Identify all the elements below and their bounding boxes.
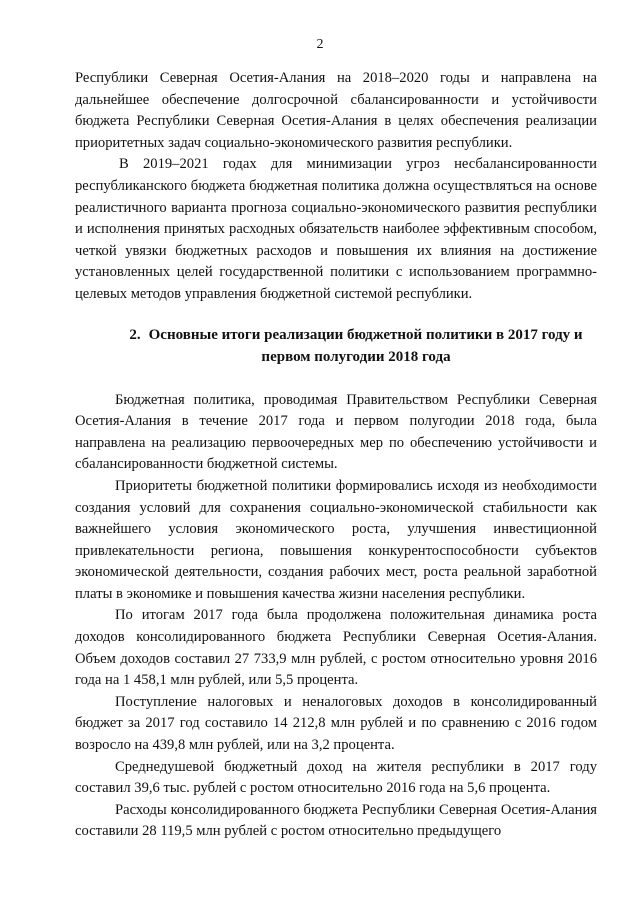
paragraph: Расходы консолидированного бюджета Республики Северная Осетия-Алания составили 28 119,5 млн рублей с ростом относительно предыдущего: [75, 801, 597, 840]
section-title: Основные итоги реализации бюджетной политики в 2017 году и первом полугодии 2018 года: [148, 326, 583, 365]
paragraph: Среднедушевой бюджетный доход на жителя республики в 2017 году составил 39,6 тыс. рублей с ростом относительно 2016 года на 5,6 процента.: [75, 758, 597, 797]
section-heading: [75, 324, 597, 368]
page-number: 2: [316, 37, 324, 52]
paragraph: Поступление налоговых и неналоговых доходов в консолидированный бюджет за 2017 год составило 14 212,8 млн рублей и по сравнению с 2016 годом возросло на 439,8 млн рублей, или на 3,2 процента.: [75, 693, 597, 754]
document-body: [75, 68, 597, 843]
paragraph: Бюджетная политика, проводимая Правительством Республики Северная Осетия-Алания в течение 2017 года и первом полугодии 2018 года, была направлена на реализацию первоочередных мер по обеспечению устойчивости и сбалансированности бюджетной системы.: [75, 391, 597, 473]
section-number: 2.: [129, 326, 141, 343]
paragraph: В 2019–2021 годах для минимизации угроз несбалансированности республиканского бюджета бюджетная политика должна осуществляться на основе реалистичного варианта прогноза социально-экономического развития республики и исполнения принятых расходных обязательств наиболее эффективным способом, четкой увязки бюджетных расходов и повышения их влияния на достижение установленных целей государственной политики с использованием программно-целевых методов управления бюджетной системой республики.: [75, 156, 597, 302]
paragraph: Республики Северная Осетия-Алания на 2018–2020 годы и направлена на дальнейшее обеспечение долгосрочной сбалансированности и устойчивости бюджета Республики Северная Осетия-Алания в целях обеспечения реализации приоритетных задач социально-экономического развития республики.: [75, 70, 597, 151]
paragraph: Приоритеты бюджетной политики формировались исходя из необходимости создания условий для сохранения социально-экономической стабильности как важнейшего условия экономического роста, улучшения инвестиционной привлекательности региона, повышения конкурентоспособности субъектов экономической деятельности, создания рабочих мест, роста реальной заработной платы в экономике и повышения качества жизни населения республики.: [75, 477, 597, 602]
paragraph: По итогам 2017 года была продолжена положительная динамика роста доходов консолидированного бюджета Республики Северная Осетия-Алания. Объем доходов составил 27 733,9 млн рублей, с ростом относительно уровня 2016 года на 1 458,1 млн рублей, или 5,5 процента.: [75, 607, 597, 689]
